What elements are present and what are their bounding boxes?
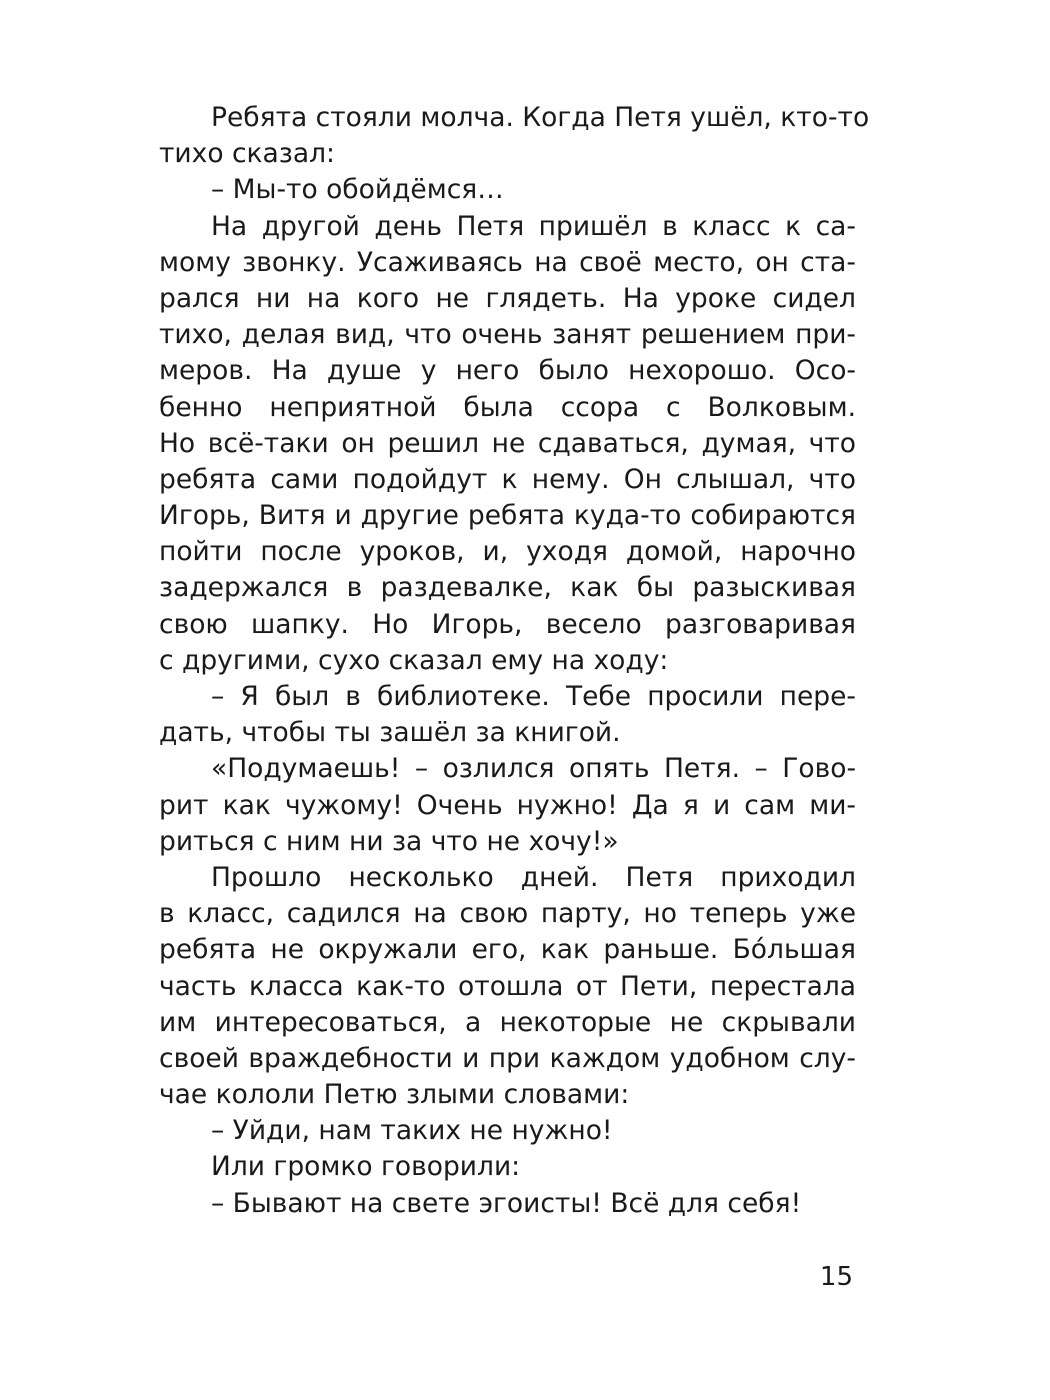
text-line: тихо сказал: bbox=[159, 138, 335, 170]
text-line: в класс, садился на свою парту, но теперь уже bbox=[159, 898, 856, 930]
text-line: меров. На душе у него было нехорошо. Осо- bbox=[159, 355, 856, 387]
text-line: На другой день Петя пришёл в класс к са- bbox=[211, 210, 856, 242]
text-line: – Бывают на свете эгоисты! Всё для себя! bbox=[211, 1187, 802, 1219]
text-line: бенно неприятной была ссора с Волковым. bbox=[159, 391, 856, 423]
text-line: часть класса как-то отошла от Пети, перестала bbox=[159, 970, 856, 1002]
text-line: ребята сами подойдут к нему. Он слышал, что bbox=[159, 463, 856, 495]
text-line: Но всё-таки он решил не сдаваться, думая, что bbox=[159, 427, 856, 459]
text-line: риться с ним ни за что не хочу!» bbox=[159, 825, 619, 857]
text-line: чае кололи Петю злыми словами: bbox=[159, 1079, 630, 1111]
text-line: рит как чужому! Очень нужно! Да я и сам ми- bbox=[159, 789, 856, 821]
text-line: Игорь, Витя и другие ребята куда-то собираются bbox=[159, 500, 856, 532]
text-line: пойти после уроков, и, уходя домой, нарочно bbox=[159, 536, 856, 568]
text-line: ребята не окружали его, как раньше. Бóльшая bbox=[159, 934, 856, 966]
text-line: – Я был в библиотеке. Тебе просили пере- bbox=[211, 681, 856, 712]
text-line: им интересоваться, а некоторые не скрывали bbox=[159, 1006, 856, 1038]
text-line: мому звонку. Усаживаясь на своё место, он ста- bbox=[159, 246, 856, 278]
text-line: с другими, сухо сказал ему на ходу: bbox=[159, 644, 669, 676]
text-line: тихо, делая вид, что очень занят решением при- bbox=[159, 319, 856, 351]
page-number: 15 bbox=[819, 1262, 853, 1292]
text-line: – Мы-то обойдёмся… bbox=[211, 174, 504, 206]
text-line: свою шапку. Но Игорь, весело разговаривая bbox=[159, 608, 856, 640]
body-text bbox=[159, 100, 870, 1222]
text-line: Прошло несколько дней. Петя приходил bbox=[211, 861, 856, 893]
text-line: дать, чтобы ты зашёл за книгой. bbox=[159, 717, 621, 749]
text-line: рался ни на кого не глядеть. На уроке сидел bbox=[159, 282, 856, 314]
text-line: своей враждебности и при каждом удобном слу- bbox=[159, 1042, 856, 1074]
text-line: задержался в раздевалке, как бы разыскивая bbox=[159, 572, 856, 604]
text-line: «Подумаешь! – озлился опять Петя. – Гово- bbox=[211, 753, 856, 785]
text-line: Ребята стояли молча. Когда Петя ушёл, кто-то bbox=[211, 102, 870, 133]
text-line: – Уйди, нам таких не нужно! bbox=[211, 1115, 613, 1147]
text-line: Или громко говорили: bbox=[211, 1151, 521, 1183]
